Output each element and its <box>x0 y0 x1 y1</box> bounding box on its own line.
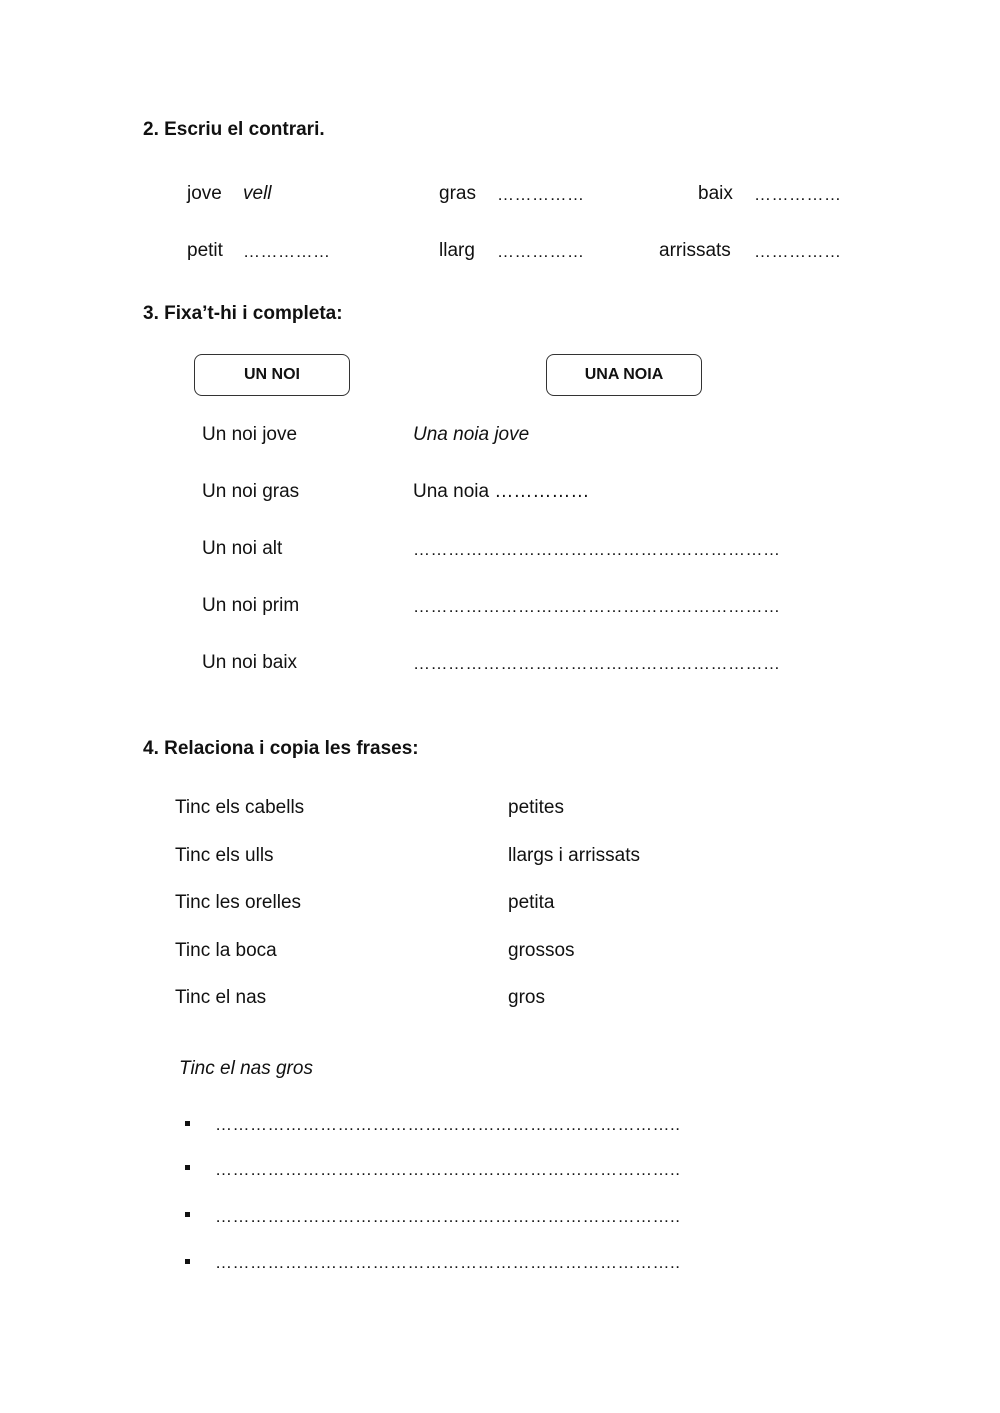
copy-line-2[interactable]: …………………………………………………………………….. <box>215 1160 681 1179</box>
section-2-heading: 2. Escriu el contrari. <box>143 119 325 140</box>
phrase-end-1[interactable]: petites <box>508 797 564 818</box>
phrase-end-4[interactable]: grossos <box>508 940 575 961</box>
section-4-heading: 4. Relaciona i copia les frases: <box>143 738 419 759</box>
row-right-4[interactable]: ……………………………………………………… <box>413 597 781 616</box>
bullet-icon <box>185 1259 190 1264</box>
phrase-start-2[interactable]: Tinc els ulls <box>175 845 274 866</box>
un-noi-box: UN NOI <box>194 354 350 396</box>
answer-llarg[interactable]: …………… <box>497 242 585 261</box>
example-sentence: Tinc el nas gros <box>179 1058 313 1079</box>
bullet-icon <box>185 1212 190 1217</box>
section-3-heading: 3. Fixa’t-hi i completa: <box>143 303 343 324</box>
row-left-1: Un noi jove <box>202 424 298 445</box>
phrase-end-3[interactable]: petita <box>508 892 555 913</box>
answer-jove[interactable]: vell <box>243 183 272 204</box>
word-jove: jove <box>187 183 222 204</box>
answer-petit[interactable]: …………… <box>243 242 331 261</box>
row-right-2[interactable]: Una noia …………… <box>413 481 590 502</box>
row-left-3: Un noi alt <box>202 538 283 559</box>
word-baix: baix <box>698 183 733 204</box>
row-right-5[interactable]: ……………………………………………………… <box>413 654 781 673</box>
copy-line-1[interactable]: …………………………………………………………………….. <box>215 1115 681 1134</box>
answer-gras[interactable]: …………… <box>497 185 585 204</box>
row-left-5: Un noi baix <box>202 652 298 673</box>
word-gras: gras <box>439 183 476 204</box>
bullet-icon <box>185 1121 190 1126</box>
bullet-icon <box>185 1165 190 1170</box>
copy-line-4[interactable]: …………………………………………………………………….. <box>215 1253 681 1272</box>
copy-line-3[interactable]: …………………………………………………………………….. <box>215 1207 681 1226</box>
phrase-start-4[interactable]: Tinc la boca <box>175 940 277 961</box>
row-right-3[interactable]: ……………………………………………………… <box>413 540 781 559</box>
word-llarg: llarg <box>439 240 475 261</box>
phrase-start-1[interactable]: Tinc els cabells <box>175 797 305 818</box>
row-right-1: Una noia jove <box>413 424 530 445</box>
answer-arrissats[interactable]: …………… <box>754 242 842 261</box>
una-noia-box: UNA NOIA <box>546 354 702 396</box>
answer-baix[interactable]: …………… <box>754 185 842 204</box>
word-arrissats: arrissats <box>659 240 731 261</box>
phrase-start-3[interactable]: Tinc les orelles <box>175 892 302 913</box>
phrase-end-5[interactable]: gros <box>508 987 545 1008</box>
word-petit: petit <box>187 240 223 261</box>
phrase-end-2[interactable]: llargs i arrissats <box>508 845 640 866</box>
row-left-2: Un noi gras <box>202 481 300 502</box>
phrase-start-5[interactable]: Tinc el nas <box>175 987 267 1008</box>
row-left-4: Un noi prim <box>202 595 300 616</box>
